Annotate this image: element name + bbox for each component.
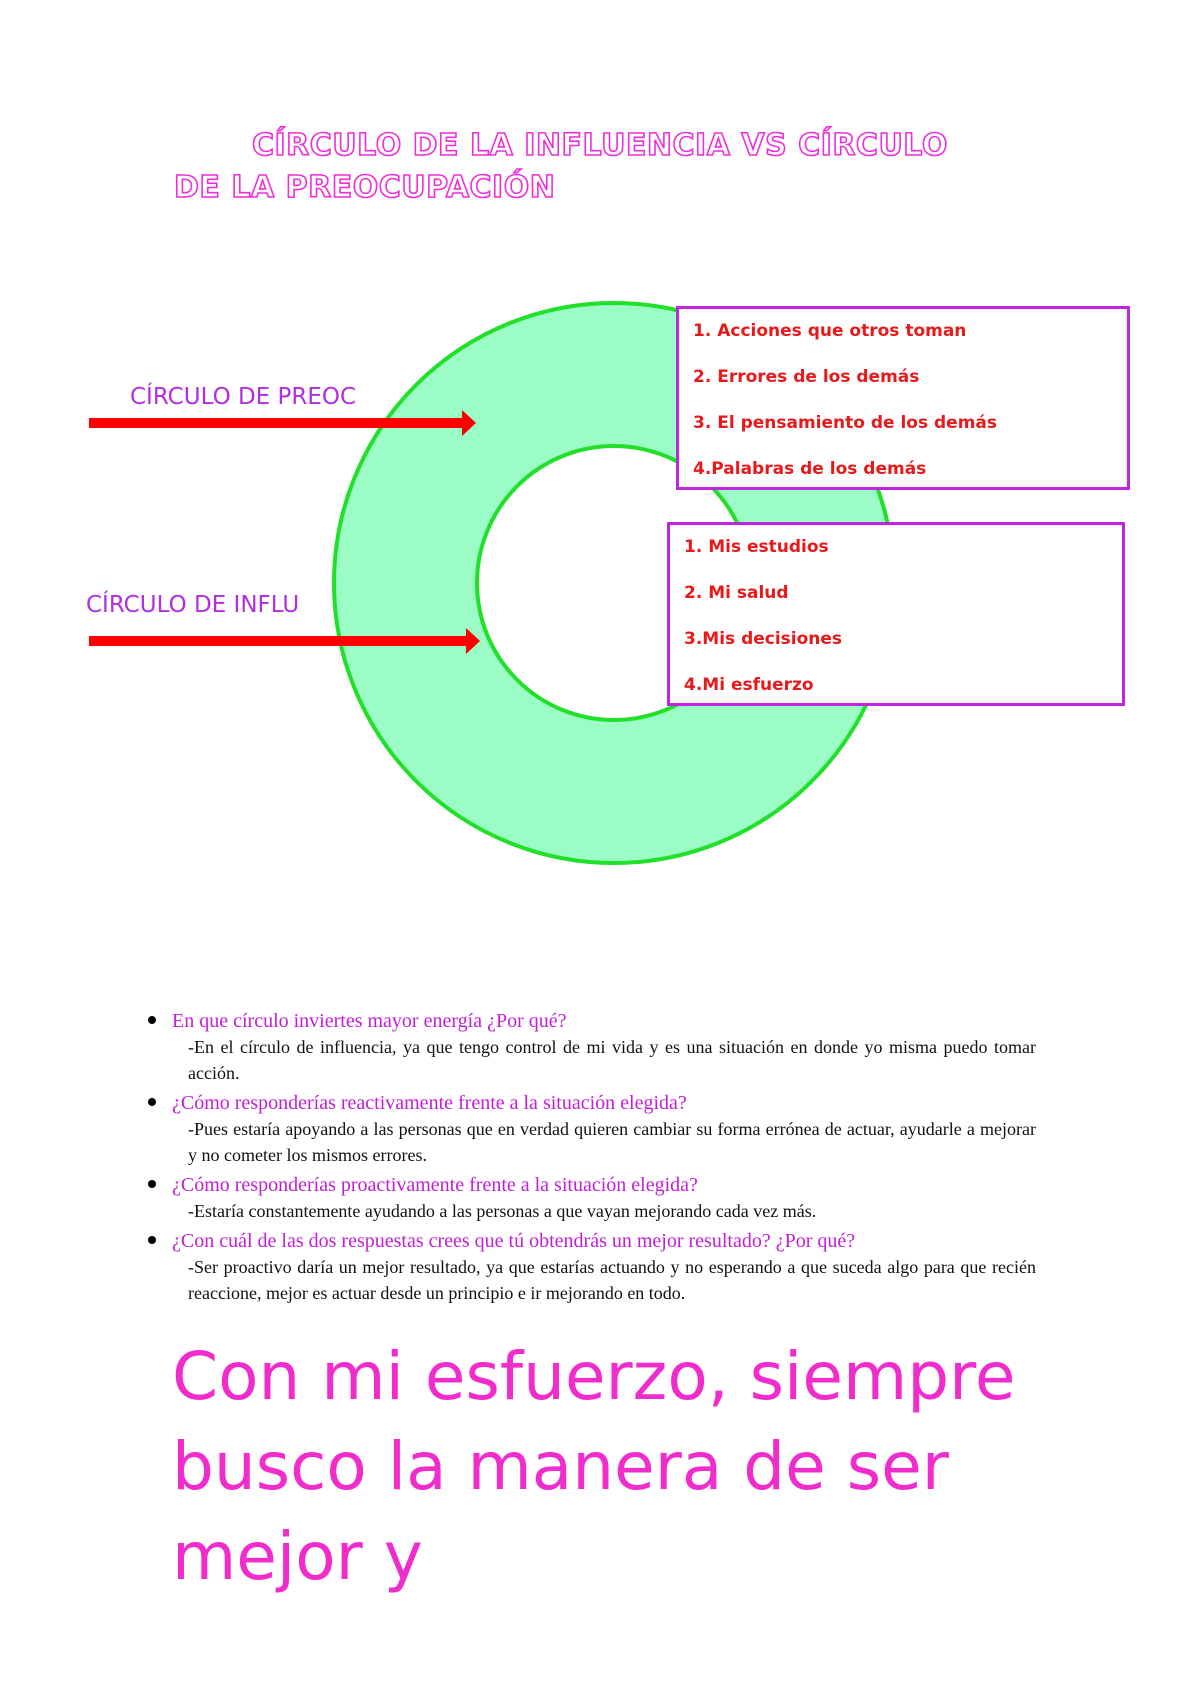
influencia-item: 2. Mi salud (684, 583, 789, 603)
question-item (146, 1008, 1036, 1086)
answer-text: -Ser proactivo daría un mejor resultado, ya que estarías actuando y no esperando a que suceda algo para que recién reaccione, mejor es actuar desde un principio e ir mejorando en todo. (188, 1257, 1036, 1303)
influencia-box (667, 522, 1125, 706)
question-item (146, 1090, 1036, 1168)
title-line-1: CÍRCULO DE LA INFLUENCIA VS CÍRCULO (252, 128, 948, 163)
preocupacion-item: 4.Palabras de los demás (693, 459, 927, 479)
question-text: ¿Cómo responderías reactivamente frente a la situación elegida? (172, 1092, 687, 1114)
answer-text: -Estaría constantemente ayudando a las personas a que vayan mejorando cada vez más. (188, 1201, 817, 1221)
question-text: ¿Con cuál de las dos respuestas crees que tú obtendrás un mejor resultado? ¿Por qué? (172, 1230, 856, 1252)
title-line-2: DE LA PREOCUPACIÓN (174, 170, 556, 205)
closing-quote: Con mi esfuerzo, siempre busco la manera de ser mejor y (172, 1338, 1016, 1595)
bullet-icon (148, 1016, 156, 1024)
answer-text: -En el círculo de influencia, ya que tengo control de mi vida y es una situación en donde yo misma puedo tomar acción. (188, 1037, 1036, 1083)
questions-list (146, 1008, 1036, 1310)
label-circulo-preocupacion: CÍRCULO DE PREOC (130, 384, 357, 410)
preocupacion-item: 2. Errores de los demás (693, 367, 920, 387)
preocupacion-item: 3. El pensamiento de los demás (693, 413, 998, 433)
bullet-icon (148, 1180, 156, 1188)
influencia-item: 4.Mi esfuerzo (684, 675, 814, 695)
preocupacion-list (679, 309, 1127, 503)
influencia-item: 1. Mis estudios (684, 537, 829, 557)
answer-text: -Pues estaría apoyando a las personas que en verdad quieren cambiar su forma errónea de actuar, ayudarle a mejorar y no cometer los mismos errores. (188, 1119, 1036, 1165)
influencia-list (670, 525, 1122, 719)
label-circulo-influencia: CÍRCULO DE INFLU (86, 592, 300, 618)
question-text: ¿Cómo responderías proactivamente frente a la situación elegida? (172, 1174, 698, 1196)
bullet-icon (148, 1098, 156, 1106)
preocupacion-item: 1. Acciones que otros toman (693, 321, 967, 341)
bullet-icon (148, 1236, 156, 1244)
question-item (146, 1172, 1036, 1224)
question-text: En que círculo inviertes mayor energía ¿Por qué? (172, 1010, 567, 1032)
question-item (146, 1228, 1036, 1306)
influencia-item: 3.Mis decisiones (684, 629, 843, 649)
preocupacion-box (676, 306, 1130, 490)
